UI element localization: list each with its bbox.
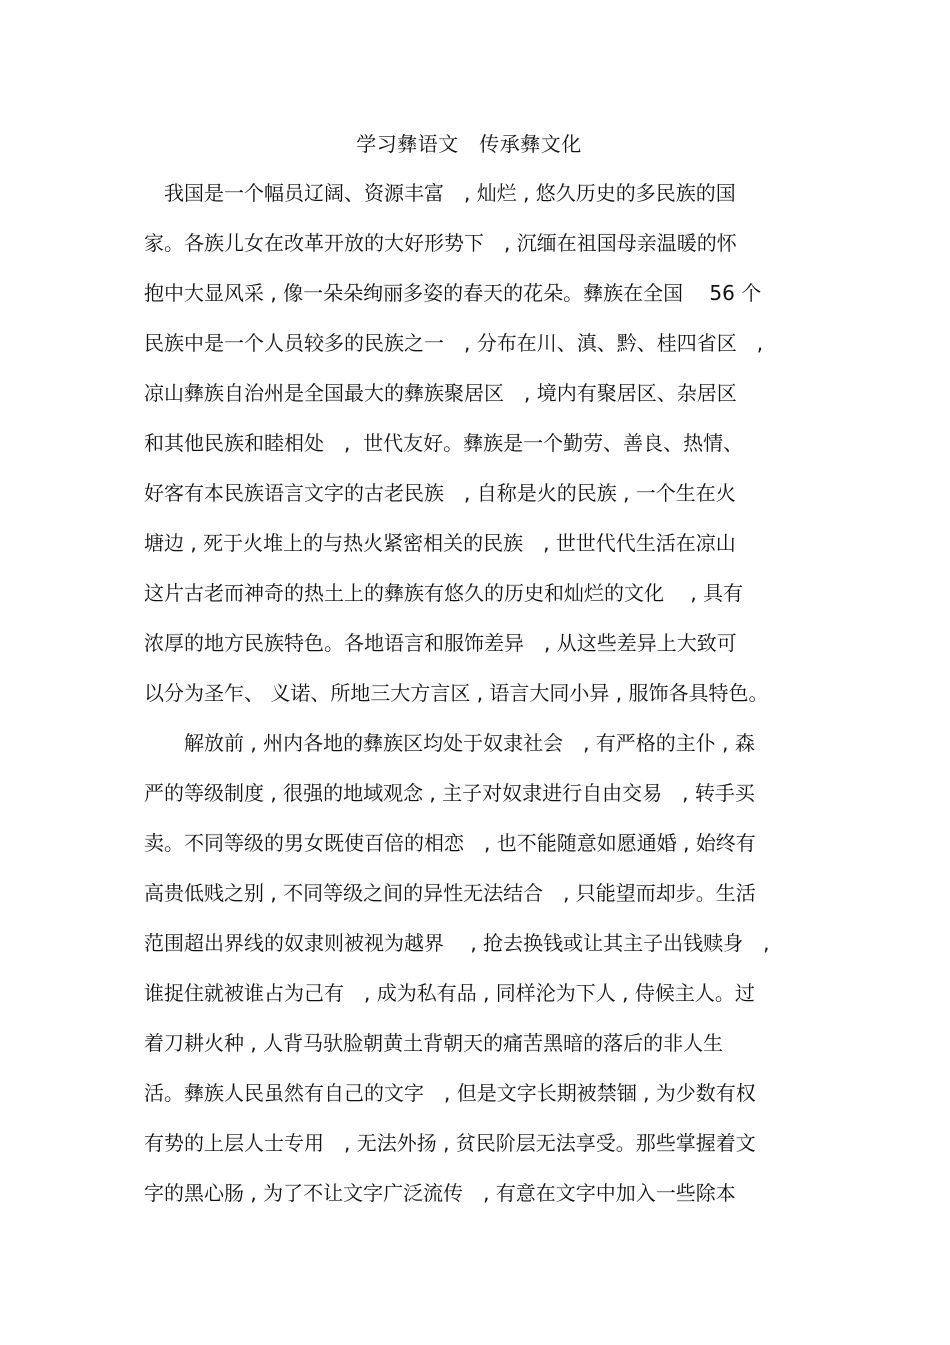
document-body	[144, 176, 804, 1226]
text-line: 卖。不同等级的男女既使百倍的相恋 , 也不能随意如愿通婚 , 始终有	[144, 831, 756, 855]
text-line: 活。彝族人民虽然有自己的文字 , 但是文字长期被禁锢 , 为少数有权	[144, 1081, 756, 1105]
text-line: 字的黑心肠 , 为了不让文字广泛流传 , 有意在文字中加入一些除本	[144, 1181, 736, 1205]
text-line: 抱中大显风采 , 像一朵朵绚丽多姿的春天的花朵。彝族在全国 56 个	[144, 281, 762, 305]
text-line: 解放前 , 州内各地的彝族区均处于奴隶社会 , 有严格的主仆 , 森	[144, 731, 755, 755]
text-line: 塘边 , 死于火堆上的与热火紧密相关的民族 , 世世代代生活在凉山	[144, 531, 736, 555]
text-line: 高贵低贱之别 , 不同等级之间的异性无法结合 , 只能望而却步。生活	[144, 881, 756, 905]
text-line: 着刀耕火种 , 人背马驮脸朝黄土背朝天的痛苦黑暗的落后的非人生	[144, 1031, 724, 1055]
text-line: 浓厚的地方民族特色。各地语言和服饰差异 , 从这些差异上大致可	[144, 631, 737, 655]
document-title: 学习彝语文 传承彝文化	[356, 132, 582, 156]
text-line: 谁捉住就被谁占为己有 , 成为私有品 , 同样沦为下人 , 侍候主人。过	[144, 981, 755, 1005]
text-line: 我国是一个幅员辽阔、资源丰富 , 灿烂 , 悠久历史的多民族的国	[144, 181, 736, 205]
text-line: 这片古老而神奇的热土上的彝族有悠久的历史和灿烂的文化 , 具有	[144, 581, 744, 605]
text-line: 范围超出界线的奴隶则被视为越界 , 抢去换钱或让其主子出钱赎身 ,	[144, 931, 770, 955]
text-line: 和其他民族和睦相处 , 世代友好。彝族是一个勤劳、善良、热情、	[144, 431, 744, 455]
text-line: 好客有本民族语言文字的古老民族 , 自称是火的民族 , 一个生在火	[144, 481, 736, 505]
text-line: 严的等级制度 , 很强的地域观念 , 主子对奴隶进行自由交易 , 转手买	[144, 781, 755, 805]
text-line: 凉山彝族自治州是全国最大的彝族聚居区 , 境内有聚居区、杂居区	[144, 381, 737, 405]
text-line: 家。各族儿女在改革开放的大好形势下 , 沉缅在祖国母亲温暖的怀	[144, 231, 737, 255]
text-line: 以分为圣乍、 义诺、所地三大方言区 , 语言大同小异 , 服饰各具特色。	[144, 681, 769, 705]
text-line: 民族中是一个人员较多的民族之一 , 分布在川、滇、黔、桂四省区 ,	[144, 331, 764, 355]
text-line: 有势的上层人士专用 , 无法外扬 , 贫民阶层无法享受。那些掌握着文	[144, 1131, 756, 1155]
